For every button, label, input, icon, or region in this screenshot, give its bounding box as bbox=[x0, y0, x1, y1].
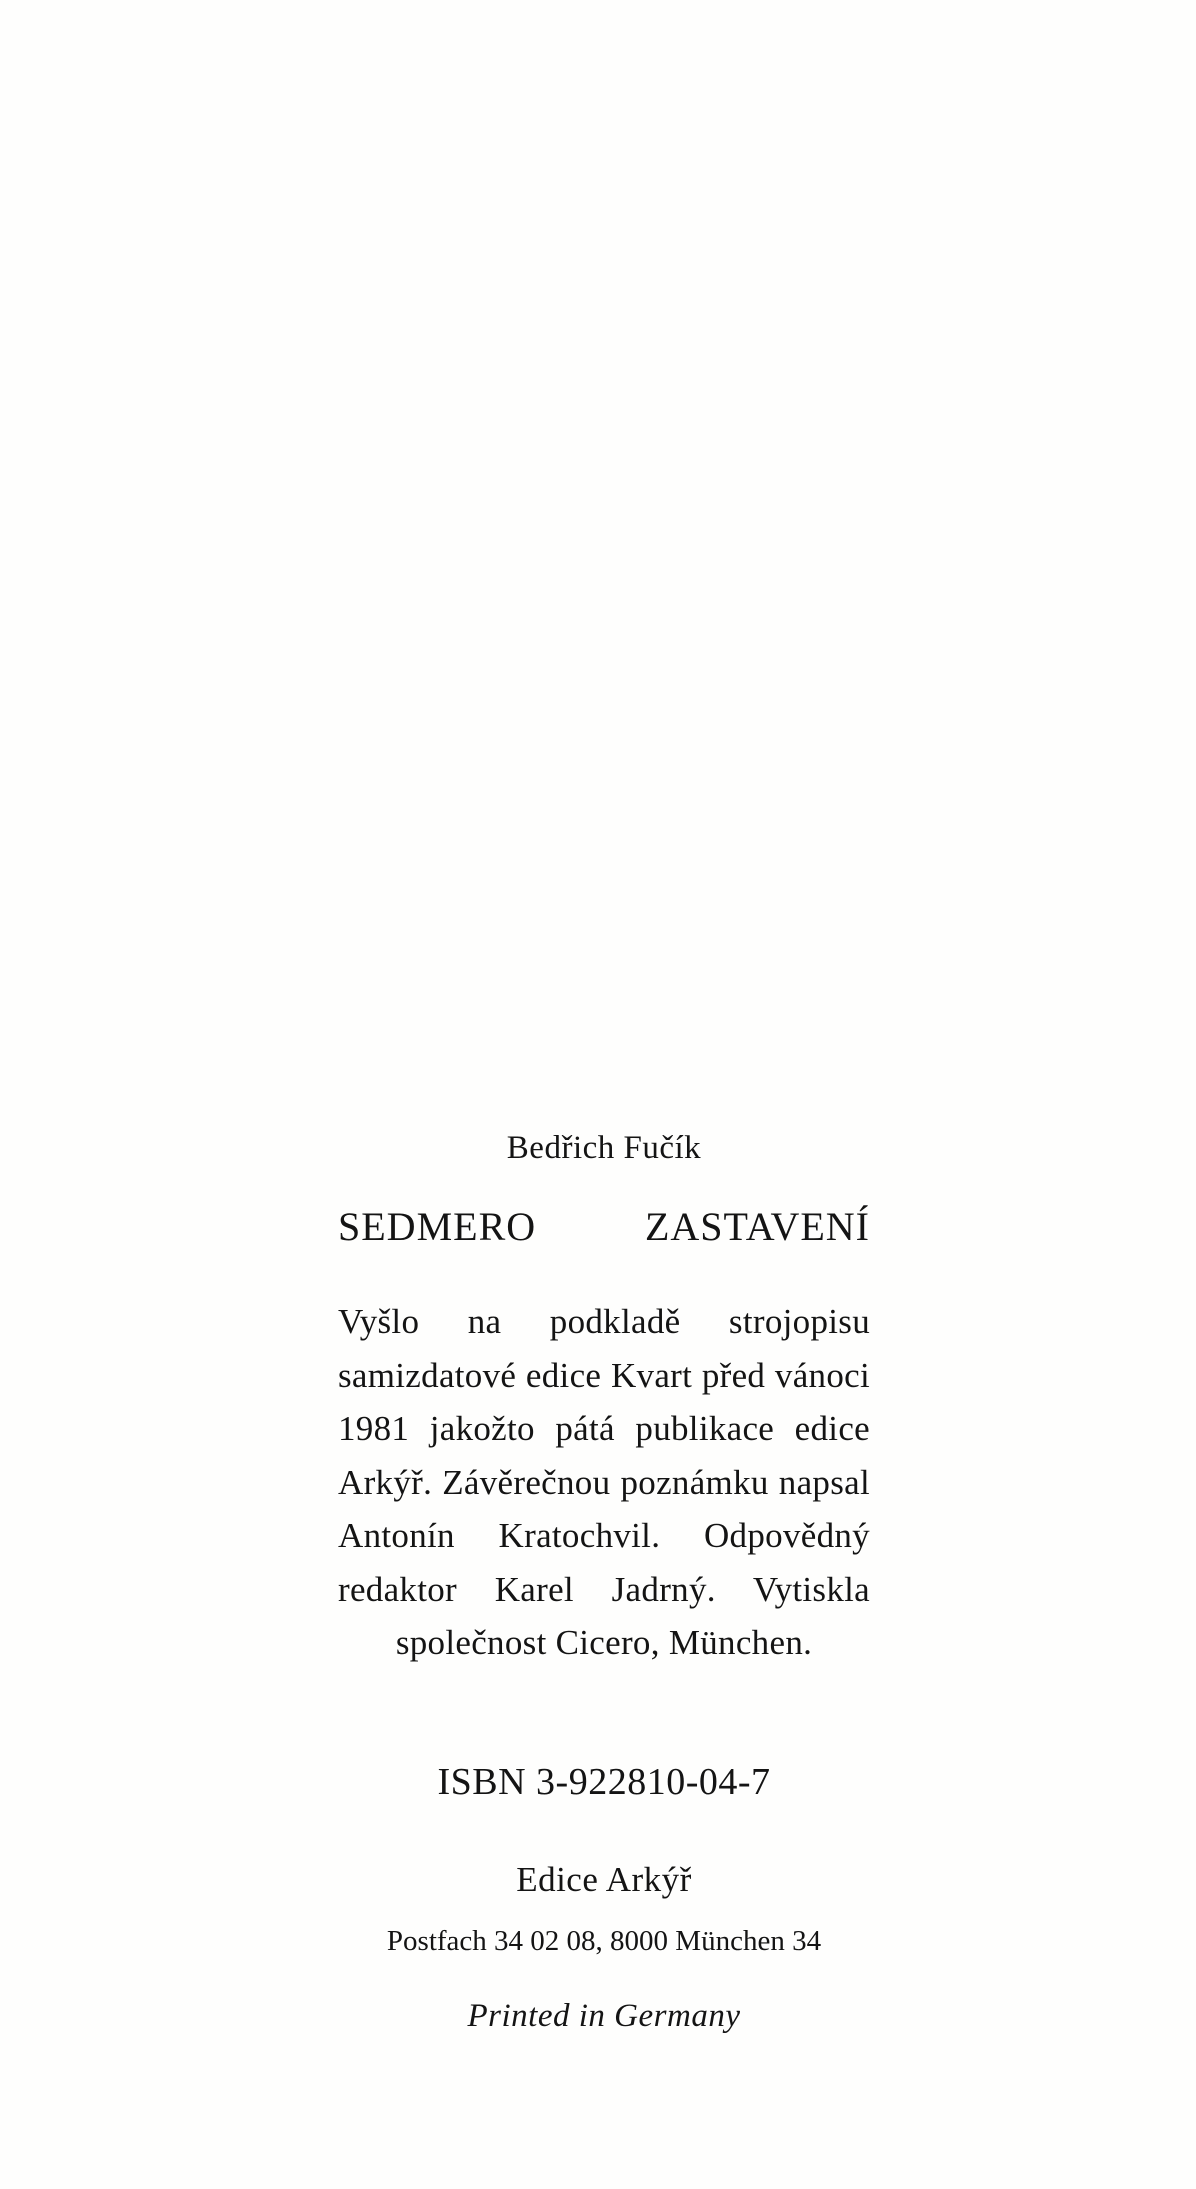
book-title: SEDMERO ZASTAVENÍ bbox=[338, 1204, 870, 1249]
publication-note: Vyšlo na podkladě strojopisu samizdatové edice Kvart před vánoci 1981 jakožto pátá publikace edice Arkýř. Závěrečnou poznámku napsal Antonín Kratochvil. Odpovědný redaktor Karel Jadrný. Vytiskla společnost Cicero, München. bbox=[338, 1302, 870, 1662]
isbn: ISBN 3-922810-04-7 bbox=[437, 1761, 771, 1803]
publisher-address: Postfach 34 02 08, 8000 München 34 bbox=[386, 1925, 822, 1957]
printed-in: Printed in Germany bbox=[467, 1998, 741, 2034]
author-name: Bedřich Fučík bbox=[506, 1130, 702, 1166]
publisher-name: Edice Arkýř bbox=[516, 1860, 692, 1899]
